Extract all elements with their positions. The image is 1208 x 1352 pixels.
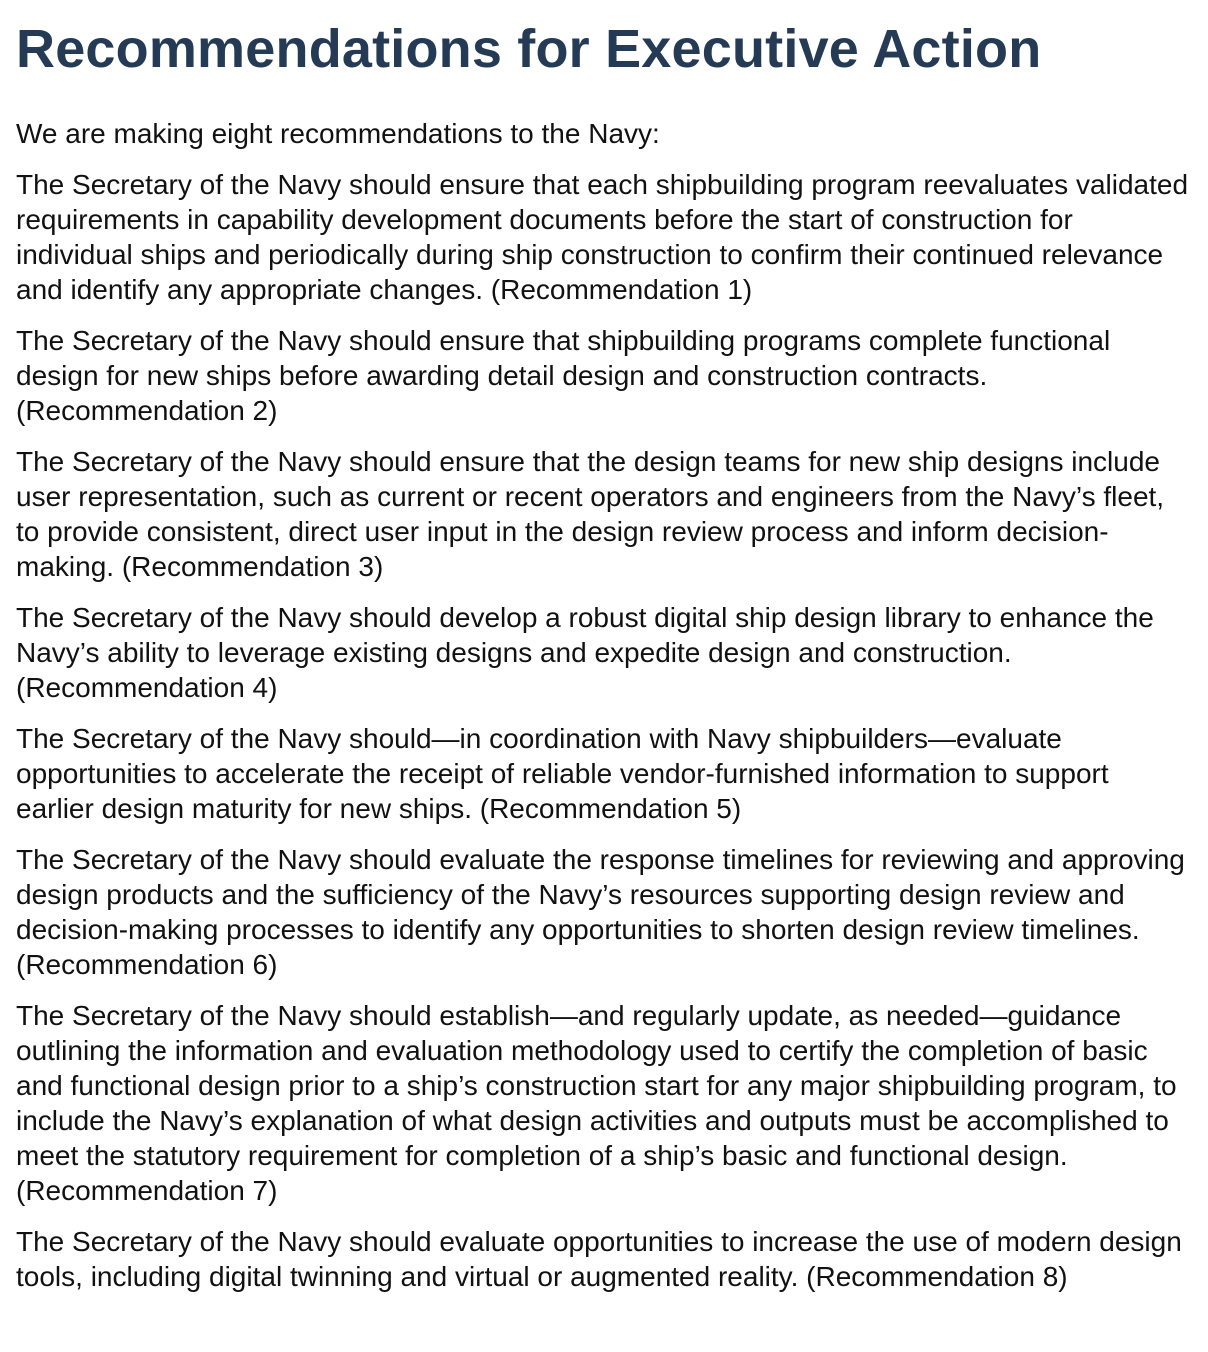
recommendation-4: The Secretary of the Navy should develop a robust digital ship design library to enhance the Navy’s ability to leverage existing designs and expedite design and construction. (Recommendation 4) (16, 602, 1154, 703)
recommendation-7: The Secretary of the Navy should establish—and regularly update, as needed—guidance outlining the information and evaluation methodology used to certify the completion of basic and functional design prior to a ship’s construction start for any major shipbuilding program, to include the Navy’s explanation of what design activities and outputs must be accomplished to meet the statutory requirement for completion of a ship’s basic and functional design. (Recommendation 7) (16, 1000, 1177, 1206)
recommendation-list (16, 167, 1192, 1294)
recommendation-1: The Secretary of the Navy should ensure that each shipbuilding program reevaluates validated requirements in capability development documents before the start of construction for individual ships and periodically during ship construction to confirm their continued relevance and identify any appropriate changes. (Recommendation 1) (16, 169, 1189, 305)
recommendation-6: The Secretary of the Navy should evaluate the response timelines for reviewing and approving design products and the sufficiency of the Navy’s resources supporting design review and decision-making processes to identify any opportunities to shorten design review timelines. (Recommendation 6) (16, 844, 1185, 980)
recommendation-3: The Secretary of the Navy should ensure that the design teams for new ship designs include user representation, such as current or recent operators and engineers from the Navy’s fleet, to provide consistent, direct user input in the design review process and inform decision-making. (Recommendation 3) (16, 446, 1165, 582)
page-title: Recommendations for Executive Action (16, 19, 1042, 79)
recommendation-8: The Secretary of the Navy should evaluate opportunities to increase the use of modern design tools, including digital twinning and virtual or augmented reality. (Recommendation 8) (16, 1226, 1182, 1292)
intro-text: We are making eight recommendations to the Navy: (16, 118, 660, 149)
recommendation-2: The Secretary of the Navy should ensure that shipbuilding programs complete functional design for new ships before awarding detail design and construction contracts. (Recommendation 2) (16, 325, 1111, 426)
recommendation-5: The Secretary of the Navy should—in coordination with Navy shipbuilders—evaluate opportunities to accelerate the receipt of reliable vendor-furnished information to support earlier design maturity for new ships. (Recommendation 5) (16, 723, 1109, 824)
document-page (16, 16, 1192, 1294)
